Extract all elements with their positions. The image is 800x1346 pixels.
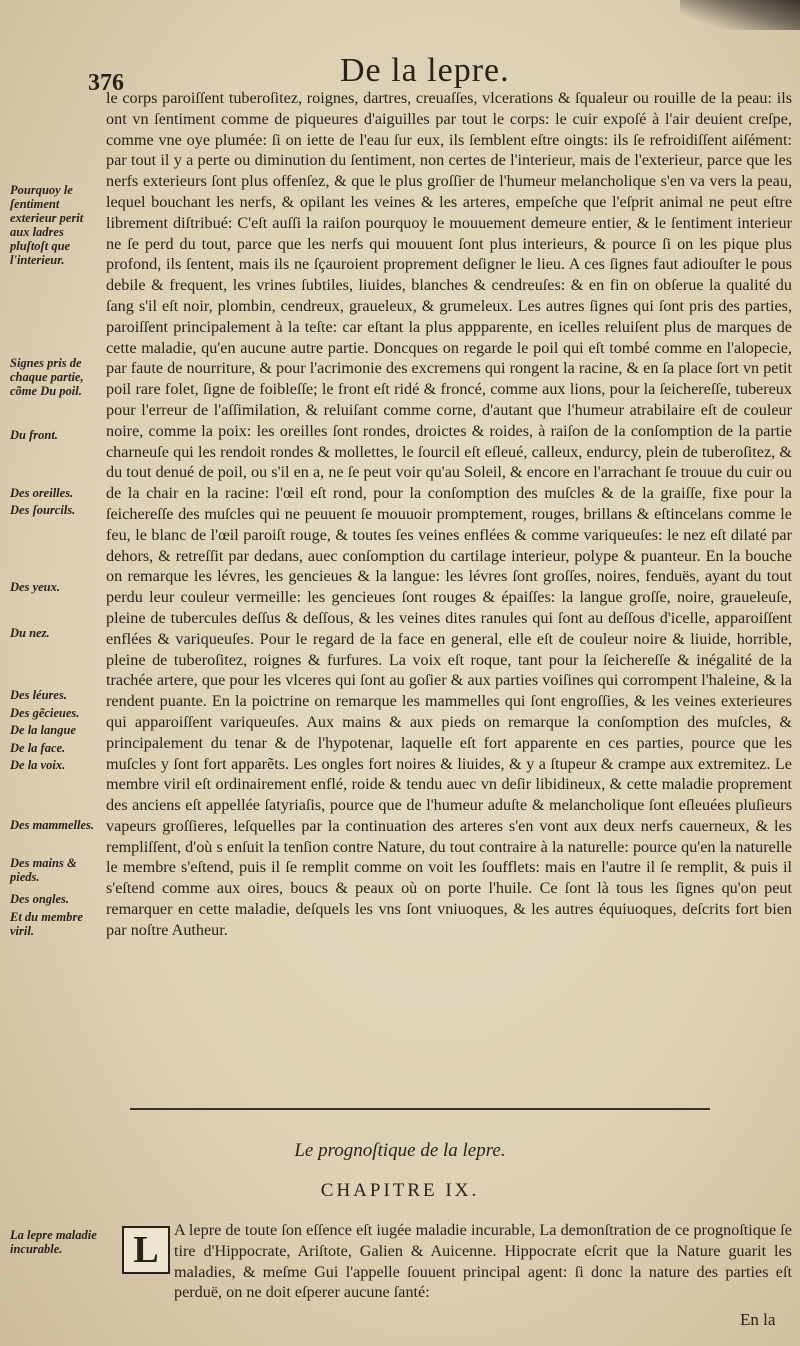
page-number: 376 (88, 70, 124, 96)
margin-note: Pourquoy le ſentiment exterieur perit aux ladres pluſtoſt que l'interieur. (10, 183, 84, 267)
section-rule (130, 1108, 710, 1110)
margin-note: Des yeux. (10, 580, 60, 594)
catchword: En la (740, 1310, 776, 1329)
margin-note: Des mammelles. (10, 818, 95, 832)
margin-note: Des léures. (10, 688, 67, 702)
body-text (106, 88, 792, 941)
chapter-heading: CHAPITRE IX. (320, 1180, 480, 1201)
margin-note: Signes pris de chaque partie, cõme Du poil. (10, 356, 84, 398)
section-title: Le prognoſtique de la lepre. (294, 1140, 506, 1161)
margin-note: Du nez. (10, 626, 50, 640)
margin-note: Des gẽcieues. (10, 706, 80, 720)
margin-note: De la voix. (10, 758, 66, 772)
margin-note: De la face. (10, 741, 66, 755)
drop-cap: L (122, 1226, 170, 1274)
running-head: De la lepre. (340, 52, 510, 89)
margin-note: Des ongles. (10, 892, 70, 906)
margin-note: La lepre maladie incurable. (10, 1228, 97, 1256)
margin-note: Des ſourcils. (10, 503, 76, 517)
chapter-text (174, 1220, 792, 1303)
margin-note: Des mains & pieds. (10, 856, 77, 884)
page-corner-shadow (680, 0, 800, 30)
margin-note: Du front. (10, 428, 58, 442)
margin-note: De la langue (10, 723, 76, 737)
margin-note: Et du membre viril. (10, 910, 83, 938)
body-paragraph: le corps paroiſſent tuberoſitez, roignes, dartres, creuaſſes, vlcerations & ſqualeur ou rouille de la peau: ils ont vn ſentiment comme de piqueures d'aiguilles par tout le corps: le cuir expoſé à l'air deuient creſpe, comme vne oye plumée: ſi on iette de l'eau ſur eux, ils ſemblent eſtre oingts: ils ſe refroidiſſent aiſément: par tout il y a perte ou diminution du ſentiment, non certes de l'interieur, mais de l'exterieur, parce que les nerfs exterieurs ſont plus offenſez, & que le plus groſſier de l'humeur melancholique s'en va vers la peau, lequel bouchant les nerfs, & opilant les veines & les arteres, empeſche que l'eſprit animal ne peut eſtre librement diſtribué: C'eſt auſſi la raiſon pourquoy le mouuement demeure entier, & le ſentiment interieur ne ſe perd du tout, parce que les nerfs qui mouuent ſont plus interieurs, & pource ſi on les pique plus profond, ils ſentent, mais ils ne ſçauroient proprement deſigner le lieu. A ces ſignes faut adiouſter le pous debile & frequent, les vrines ſubtiles, liuides, blanches & cendreuſes: & en fin on obſerue la qualité du ſang s'il eſt noir, plombin, cendreux, graueleux, & grumeleux. Les autres ſignes qui ſont pris des parties, paroiſſent principalement à la teſte: car eſtant la plus appparente, en icelles reluiſent plus de marques de cette maladie, qu'en aucune autre partie. Doncques on regarde le poil qui eſt tombé comme en l'alopecie, par faute de nourriture, & pour l'acrimonie des excremens qui rongent la racine, & en ſa place ſort vn petit poil rare folet, ſigne de foibleſſe; le front eſt ridé & froncé, comme aux lions, pour la ſeichereſſe, tubereux pour l'erreur de l'aſſimilation, & reluiſant comme corne, d'autant que l'humeur atrabilaire eſt de couleur noire, comme la poix: les oreilles ſont rondes, droictes & roides, à raiſon de la conſomption de la partie charneuſe qui les rendoit rondes & mollettes, le ſourcil eſt eſleué, calleux, endurcy, plein de tuberoſitez, & du tout denué de poil, ou s'il en a, ne ſe peut voir qu'au Soleil, & encore en l'arrachant ſe trouue du cuir ou de la chair en la racine: l'œil eſt rond, pour la conſomption des muſcles & de la graiſſe, fixe pour la ſeichereſſe des muſcles qui ne peuuent ſe mouuoir promptement, rouges, brillans & eſtincelans comme le feu, le blanc de l'œil paroiſt rouge, & toutes ſes veines enflées & comme variqueuſes: le nez eſt dilaté par dehors, & retreſſit par dedans, auec conſomption du cartilage interieur, polype & puanteur. En la bouche on remarque les lévres, les gencieues & la langue: les lévres ſont groſſes, noires, fenduës, ayant du tout perdu leur couleur vermeille: les gencieues ſont rouges & épaiſſes: la langue groſſe, noire, graueleuſe, pleine de tubercules deſſus & deſſous, & les veines dites ranules qui ſont au deſſous d'icelle, apparoiſſent enflées & variqueuſes. Pour le regard de la face en general, elle eſt de couleur noire & liuide, horrible, pleine de tuberoſitez, roignes & furfures. La voix eſt roque, tant pour la ſeichereſſe & inégalité de la trachée artere, que pour les vlceres qui ſont au goſier & aux parties voiſines qui corrompent l'haleine, & la rendent puante. En la poictrine on remarque les mammelles qui ſont engroſſies, & les veines exterieures qui apparoiſſent variqueuſes. Aux mains & aux pieds on remarque la conſomption des muſcles, & principalement du tenar & de l'hypotenar, laquelle eſt fort apparente en ces parties, pource que les muſcles y ſont fort apparẽts. Les ongles fort noires & liuides, & y a ſtupeur & crampe aux extremitez. Le membre viril eſt ordinairement enflé, roide & tendu auec vn deſir libidineux, & cette maladie proprement des anciens eſt appellée ſatyriaſis, pource que de l'humeur aduſte & melancholique ſont eſleuées pluſieurs vapeurs groſſieres, leſquelles par la continuation des arteres s'en vont aux deux nerfs cauerneux, & les rempliſſent, d'où s enſuit la tenſion contre Nature, du tout contraire à la naturelle: pource qu'en la naturelle le membre s'eſtend, puis il ſe remplit comme on voit les ſoufflets: mais en l'autre il ſe remplit, & puis il s'eſtend comme aux oires, boucs & peaux où on porte l'huile. Ce ſont là tous les ſignes qu'on peut remarquer en cette maladie, deſquels les vns ſont vniuoques, & les autres équiuoques, deſcrits fort bien par noſtre Autheur. (106, 89, 792, 939)
chapter-paragraph: A lepre de toute ſon eſſence eſt iugée maladie incurable, La demonſtration de ce prognoſtique ſe tire d'Hippocrate, Ariſtote, Galien & Auicenne. Hippocrate eſcrit que la Nature guarit les maladies, & meſme Gui l'appelle ſouuent principal agent: ſi donc la nature des parties eſt perduë, on ne doit eſperer aucune ſanté: (174, 1221, 792, 1302)
margin-note: Des oreilles. (10, 486, 74, 500)
